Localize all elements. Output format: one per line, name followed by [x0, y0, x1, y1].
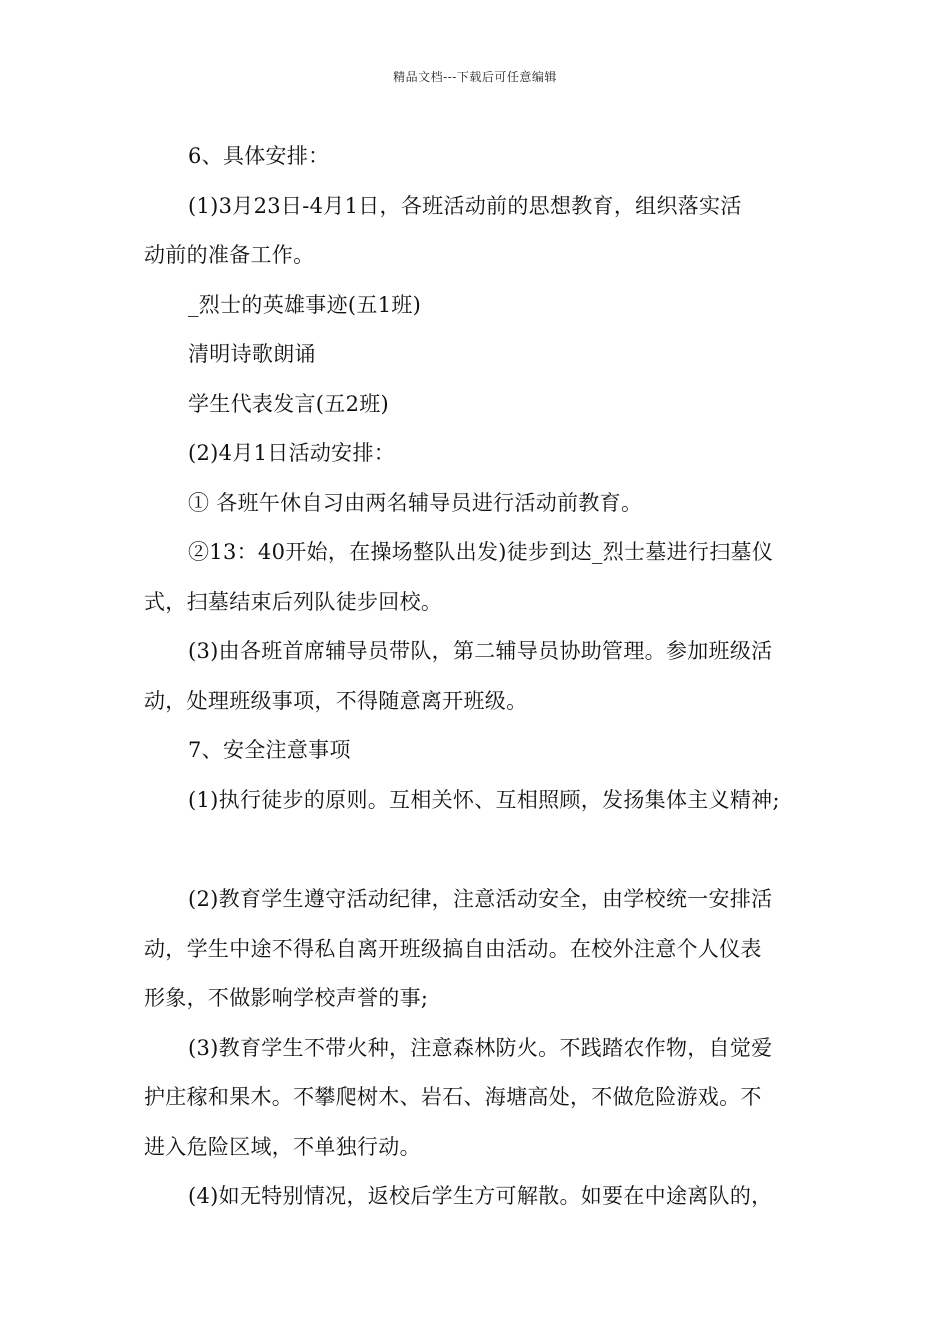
- paragraph-gap: [144, 825, 824, 875]
- paragraph-line: 动前的准备工作。: [144, 243, 315, 267]
- paragraph-line: 学生代表发言(五2班): [188, 391, 390, 416]
- paragraph-line: _烈士的英雄事迹(五1班): [188, 292, 422, 317]
- paragraph-line: 护庄稼和果木。不攀爬树木、岩石、海塘高处，不做危险游戏。不: [144, 1085, 762, 1109]
- paragraph-line: 式，扫墓结束后列队徒步回校。: [144, 589, 443, 614]
- paragraph-line: (1)执行徒步的原则。互相关怀、互相照顾，发扬集体主义精神;: [188, 787, 780, 812]
- section-heading-safety: 7、安全注意事项: [188, 738, 351, 762]
- paragraph-line: (3)由各班首席辅导员带队，第二辅导员协助管理。参加班级活: [188, 639, 773, 663]
- paragraph-line: 清明诗歌朗诵: [188, 342, 316, 366]
- page-header: 精品文档---下载后可任意编辑: [393, 70, 557, 84]
- paragraph-line: 动，学生中途不得私自离开班级搞自由活动。在校外注意个人仪表: [144, 936, 762, 961]
- document-body: [144, 132, 824, 1222]
- paragraph-line: (2)教育学生遵守活动纪律，注意活动安全，由学校统一安排活: [188, 887, 773, 911]
- paragraph-line: ②13：40开始，在操场整队出发)徒步到达_烈士墓进行扫墓仪: [188, 540, 774, 564]
- paragraph-line: 形象，不做影响学校声誉的事;: [144, 986, 429, 1010]
- paragraph-line: (2)4月1日活动安排：: [188, 441, 396, 465]
- paragraph-line: ① 各班午休自习由两名辅导员进行活动前教育。: [188, 490, 643, 515]
- paragraph-line: 进入危险区域，不单独行动。: [144, 1134, 421, 1159]
- paragraph-line: (4)如无特别情况，返校后学生方可解散。如要在中途离队的，: [188, 1184, 773, 1208]
- paragraph-line: (1)3月23日-4月1日，各班活动前的思想教育，组织落实活: [188, 193, 742, 218]
- paragraph-line: (3)教育学生不带火种，注意森林防火。不践踏农作物，自觉爱: [188, 1035, 773, 1060]
- paragraph-line: 动，处理班级事项，不得随意离开班级。: [144, 688, 528, 713]
- section-heading-schedule: 6、具体安排：: [188, 144, 330, 168]
